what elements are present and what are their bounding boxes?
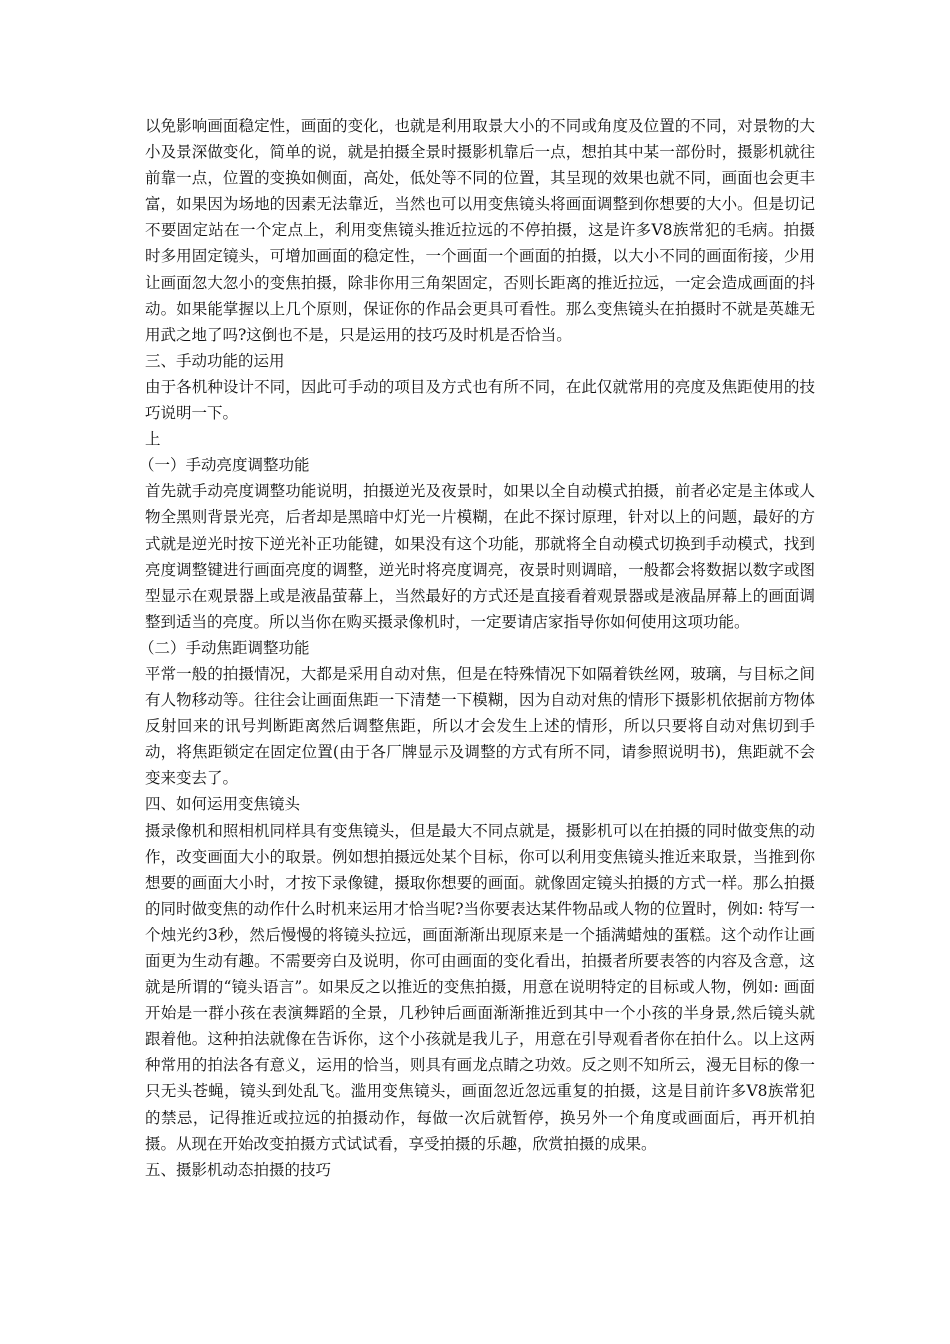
paragraph-brightness: 首先就手动亮度调整功能说明，拍摄逆光及夜景时，如果以全自动模式拍摄，前者必定是主体或人物全黑则背景光亮，后者却是黑暗中灯光一片模糊，在此不探讨原理，针对以上的问题，最好的方式就是逆光时按下逆光补正功能键，如果没有这个功能，那就将全自动模式切换到手动模式，找到亮度调整键进行画面亮度的调整，逆光时将亮度调亮，夜景时则调暗，一般都会将数据以数字或图型显示在观景器上或是液晶萤幕上，当然最好的方式还是直接看着观景器或是液晶屏幕上的画面调整到适当的亮度。所以当你在购买摄录像机时，一定要请店家指导你如何使用这项功能。 [145, 482, 815, 631]
paragraph-focus: 平常一般的拍摄情况，大都是采用自动对焦，但是在特殊情况下如隔着铁丝网，玻璃，与目标之间有人物移动等。往往会让画面焦距一下清楚一下模糊，因为自动对焦的情形下摄影机依据前方物体反射回来的讯号判断距离然后调整焦距，所以才会发生上述的情形，所以只要将自动对焦切到手动，将焦距锁定在固定位置(由于各厂牌显示及调整的方式有所不同，请参照说明书)，焦距就不会变来变去了。 [145, 664, 815, 788]
section-heading-dynamic-shooting: 五、摄影机动态拍摄的技巧 [145, 1160, 332, 1179]
section-heading-manual-functions: 三、手动功能的运用 [145, 351, 285, 370]
paragraph-manual-intro-tail: 上 [145, 430, 161, 449]
document-body [139, 113, 815, 1183]
section-heading-zoom-lens: 四、如何运用变焦镜头 [145, 795, 301, 814]
paragraph-zoom-lens: 摄录像机和照相机同样具有变焦镜头，但是最大不同点就是，摄影机可以在拍摄的同时做变焦的动作，改变画面大小的取景。例如想拍摄远处某个目标，你可以利用变焦镜头推近来取景，当推到你想要的画面大小时，才按下录像键，摄取你想要的画面。就像固定镜头拍摄的方式一样。那么拍摄的同时做变焦的动作什么时机来运用才恰当呢?当你要表达某件物品或人物的位置时，例如: 特写一个烛光约3秒，然后慢慢的将镜头拉远，画面渐渐出现原来是一个插满蜡烛的蛋糕。这个动作让画面更为生动有趣。不需要旁白及说明，你可由画面的变化看出，拍摄者所要表答的内容及含意，这就是所谓的“镜头语言”。如果反之以推近的变焦拍摄，用意在说明特定的目标或人物，例如: 画面开始是一群小孩在表演舞蹈的全景，几秒钟后画面渐渐推近到其中一个小孩的半身景,然后镜头就跟着他。这种拍法就像在告诉你，这个小孩就是我儿子，用意在引导观看者你在拍什么。以上这两种常用的拍法各有意义，运用的恰当，则具有画龙点睛之功效。反之则不知所云，漫无目标的像一只无头苍蝇，镜头到处乱飞。滥用变焦镜头，画面忽近忽远重复的拍摄，这是目前许多V8族常犯的禁忌，记得推近或拉远的拍摄动作，每做一次后就暂停，换另外一个角度或画面后，再开机拍摄。从现在开始改变拍摄方式试试看，享受拍摄的乐趣，欣赏拍摄的成果。 [145, 821, 815, 1153]
paragraph-zoom-technique: 以免影响画面稳定性，画面的变化，也就是利用取景大小的不同或角度及位置的不同，对景物的大小及景深做变化，简单的说，就是拍摄全景时摄影机靠后一点，想拍其中某一部份时，摄影机就往前靠一点，位置的变换如侧面，高处，低处等不同的位置，其呈现的效果也就不同，画面也会更丰富，如果因为场地的因素无法靠近，当然也可以用变焦镜头将画面调整到你想要的大小。但是切记不要固定站在一个定点上，利用变焦镜头推近拉远的不停拍摄，这是许多V8族常犯的毛病。拍摄时多用固定镜头，可增加画面的稳定性，一个画面一个画面的拍摄，以大小不同的画面衔接，少用让画面忽大忽小的变焦拍摄，除非你用三角架固定，否则长距离的推近拉远，一定会造成画面的抖动。如果能掌握以上几个原则，保证你的作品会更具可看性。那么变焦镜头在拍摄时不就是英雄无用武之地了吗?这倒也不是，只是运用的技巧及时机是否恰当。 [145, 117, 815, 344]
paragraph-manual-intro: 由于各机种设计不同，因此可手动的项目及方式也有所不同，在此仅就常用的亮度及焦距使用的技巧说明一下。 [145, 377, 815, 423]
subheading-manual-focus: （二）手动焦距调整功能 [139, 638, 310, 657]
subheading-manual-brightness: （一）手动亮度调整功能 [139, 456, 310, 475]
